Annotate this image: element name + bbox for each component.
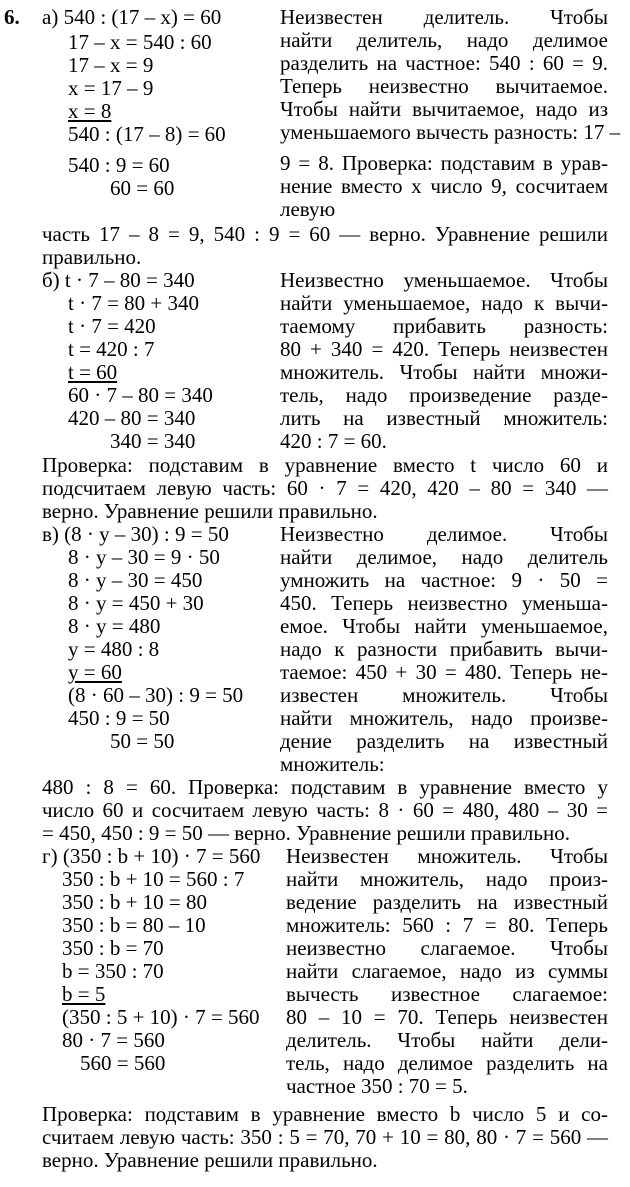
explanation-line: уменьшаемого вычесть разность: 17 –	[280, 120, 621, 144]
equation-line: 8 · y = 450 + 30	[68, 591, 204, 615]
exercise-number: 6.	[4, 5, 20, 29]
equation-check: 560 = 560	[80, 1051, 166, 1075]
explanation	[286, 845, 608, 1098]
explanation-line: множитель: 560 : 7 = 80. Теперь	[286, 913, 608, 937]
explanation-line: емое. Чтобы найти уменьшаемое,	[280, 614, 608, 638]
explanation-line: Неизвестно уменьшаемое. Чтобы	[280, 268, 608, 292]
explanation-line: неизвестно слагаемое. Чтобы	[286, 936, 608, 960]
paragraph-line: Проверка: подставим в уравнение вместо t число 60 и	[42, 453, 608, 477]
explanation-line: известен множитель. Чтобы	[280, 683, 608, 707]
equation-line: 17 – x = 9	[68, 53, 154, 77]
explanation-line: надо к разности прибавить вычи-	[280, 637, 608, 661]
explanation-line: частное 350 : 70 = 5.	[286, 1074, 468, 1098]
explanation-line: тель, надо произведение разде-	[280, 383, 608, 407]
explanation-line: умножить на частное: 9 · 50 =	[280, 568, 608, 592]
explanation-line: множитель. Чтобы найти множи-	[280, 360, 608, 384]
explanation-line: лить на известный множитель:	[280, 406, 608, 430]
equation-line: г) (350 : b + 10) · 7 = 560	[42, 844, 261, 868]
explanation-line: 420 : 7 = 60.	[280, 429, 387, 453]
equation-answer: x = 8	[68, 99, 112, 123]
paragraph-line: считаем левую часть: 350 : 5 = 70, 70 + 10 = 80, 80 · 7 = 560 —	[42, 1125, 608, 1149]
explanation-line: делитель. Чтобы найти дели-	[286, 1028, 608, 1052]
equation-line: б) t · 7 – 80 = 340	[42, 268, 195, 292]
equation-line: y = 480 : 8	[68, 637, 160, 661]
paragraph-line: верно. Уравнение решили правильно.	[42, 499, 378, 523]
explanation-line: таемому прибавить разность:	[280, 314, 608, 338]
explanation-line: Неизвестно делимое. Чтобы	[280, 522, 608, 546]
conclusion-paragraph	[42, 1103, 608, 1172]
explanation-line: 9 = 8. Проверка: подставим в урав-	[280, 151, 608, 175]
explanation-line: найти делитель, надо делимое	[280, 28, 608, 52]
explanation-line: найти множитель, надо произ-	[286, 867, 608, 891]
paragraph-line: = 450, 450 : 9 = 50 — верно. Уравнение решили правильно.	[42, 821, 570, 845]
equation-check: 60 = 60	[110, 176, 175, 200]
explanation-line: Теперь неизвестно вычитаемое.	[280, 74, 608, 98]
explanation-line: 450. Теперь неизвестно уменьша-	[280, 591, 608, 615]
equation-line: x = 17 – 9	[68, 76, 154, 100]
explanation-line: Неизвестен множитель. Чтобы	[286, 844, 608, 868]
explanation-line: разделить на частное: 540 : 60 = 9.	[280, 51, 608, 75]
equation-line: 350 : b + 10 = 80	[62, 890, 208, 914]
equation-line: t · 7 = 420	[68, 314, 156, 338]
equation-answer: b = 5	[62, 982, 106, 1006]
explanation-line: найти множитель, надо произве-	[280, 706, 608, 730]
equation-check: (8 · 60 – 30) : 9 = 50	[68, 683, 244, 707]
equation-check: 540 : 9 = 60	[68, 153, 170, 177]
paragraph-line: подсчитаем левую часть: 60 · 7 = 420, 420 – 80 = 340 —	[42, 476, 608, 500]
explanation-line: таемое: 450 + 30 = 480. Теперь не-	[280, 660, 608, 684]
paragraph-line: число 60 и сосчитаем левую часть: 8 · 60 = 480, 480 – 30 =	[42, 798, 608, 822]
explanation-line: тель, надо делимое разделить на	[286, 1051, 608, 1075]
paragraph-line: часть 17 – 8 = 9, 540 : 9 = 60 — верно. Уравнение решили	[42, 222, 608, 246]
equation-line: 17 – x = 540 : 60	[68, 30, 212, 54]
equation-check: 60 · 7 – 80 = 340	[68, 383, 213, 407]
equation-line: 350 : b = 70	[62, 936, 164, 960]
conclusion-paragraph	[42, 223, 608, 269]
explanation-line: найти уменьшаемое, надо к вычи-	[280, 291, 608, 315]
explanation	[280, 269, 608, 453]
explanation-line: 80 + 340 = 420. Теперь неизвестен	[280, 337, 608, 361]
equation-line: t = 420 : 7	[68, 337, 155, 361]
explanation-line: вычесть известное слагаемое:	[286, 982, 608, 1006]
equation-line: t · 7 = 80 + 340	[68, 291, 200, 315]
equation-check: 340 = 340	[110, 429, 196, 453]
equation-check: 420 – 80 = 340	[68, 406, 196, 430]
equation-line: а) 540 : (17 – x) = 60	[42, 5, 222, 29]
explanation	[280, 5, 621, 221]
equation-line: 8 · y – 30 = 9 · 50	[68, 545, 220, 569]
explanation-line: Неизвестен делитель. Чтобы	[280, 5, 608, 29]
equation-line: 350 : b + 10 = 560 : 7	[62, 867, 245, 891]
conclusion-paragraph	[42, 454, 608, 523]
explanation-line: найти делимое, надо делитель	[280, 545, 608, 569]
explanation-line: 80 – 10 = 70. Теперь неизвестен	[286, 1005, 608, 1029]
equation-line: 8 · y – 30 = 450	[68, 568, 203, 592]
explanation-line: ведение разделить на известный	[286, 890, 608, 914]
equation-line: b = 350 : 70	[62, 959, 164, 983]
equation-line: в) (8 · y – 30) : 9 = 50	[42, 522, 229, 546]
explanation-line: левую	[280, 197, 336, 221]
equation-check: (350 : 5 + 10) · 7 = 560	[62, 1005, 260, 1029]
explanation-line: найти слагаемое, надо из суммы	[286, 959, 608, 983]
explanation-line: множитель:	[280, 752, 385, 776]
equation-check: 50 = 50	[110, 729, 175, 753]
paragraph-line: правильно.	[42, 245, 142, 269]
paragraph-line: 480 : 8 = 60. Проверка: подставим в уравнение вместо y	[42, 775, 608, 799]
equation-check: 540 : (17 – 8) = 60	[68, 122, 226, 146]
paragraph-line: верно. Уравнение решили правильно.	[42, 1148, 378, 1172]
equation-answer: t = 60	[68, 360, 118, 384]
equation-check: 80 · 7 = 560	[62, 1028, 165, 1052]
explanation-line: Чтобы найти вычитаемое, надо из	[280, 97, 608, 121]
equation-check: 450 : 9 = 50	[68, 706, 170, 730]
equation-line: 350 : b = 80 – 10	[62, 913, 206, 937]
equation-answer: y = 60	[68, 660, 122, 684]
explanation-line: дение разделить на известный	[280, 729, 608, 753]
explanation	[280, 523, 608, 776]
paragraph-line: Проверка: подставим в уравнение вместо b число 5 и со-	[42, 1102, 608, 1126]
conclusion-paragraph	[42, 776, 608, 845]
equation-line: 8 · y = 480	[68, 614, 161, 638]
explanation-line: нение вместо x число 9, сосчитаем	[280, 174, 608, 198]
